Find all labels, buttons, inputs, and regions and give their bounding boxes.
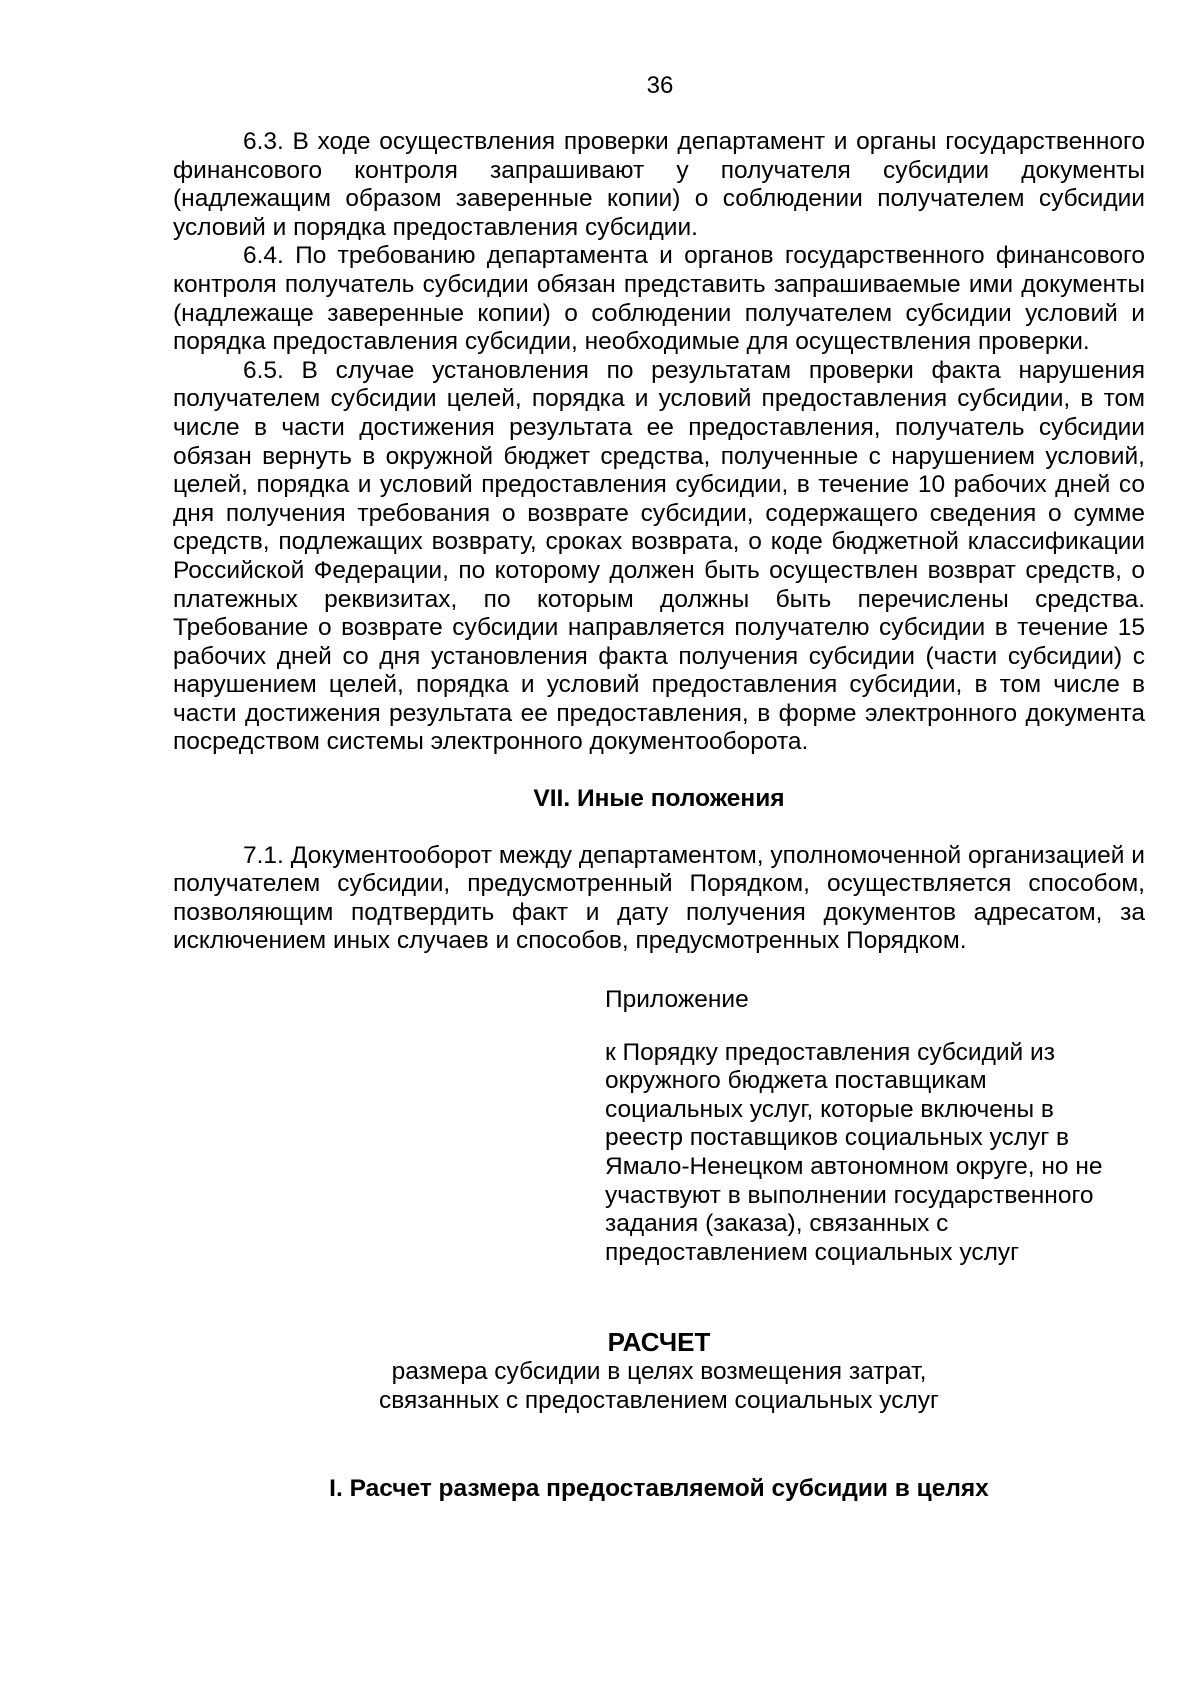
paragraph-7-1: 7.1. Документооборот между департаментом, уполномоченной организацией и получателем субсидии, предусмотренный Порядком, осуществляется способом, позволяющим подтвердить факт и дату получения документов адресатом, за исключением иных случаев и способов, предусмотренных Порядком.: [173, 841, 1145, 955]
paragraph-6-3: 6.3. В ходе осуществления проверки департамент и органы государственного финансового контроля запрашивают у получателя субсидии документы (надлежащим образом заверенные копии) о соблюдении получателем субсидии условий и порядка предоставления субсидии.: [173, 128, 1145, 241]
appendix-label: Приложение: [605, 986, 749, 1014]
section-7-title: VII. Иные положения: [533, 785, 785, 813]
document-body: [173, 128, 1145, 1504]
appendix-block: [605, 986, 1145, 1267]
section-1-heading: I. Расчет размера предоставляемой субсидии в целях: [329, 1475, 989, 1503]
calculation-subtitle: размера субсидии в целях возмещения затрат, связанных с предоставлением социальных услуг: [379, 1358, 939, 1415]
page-number: 36: [646, 72, 674, 99]
paragraph-6-5: 6.5. В случае установления по результатам проверки факта нарушения получателем субсидии целей, порядка и условий предоставления субсидии, в том числе в части достижения результата ее предоставления, получатель субсидии обязан вернуть в окружной бюджет средства, полученные с нарушением условий, целей, порядка и условий предоставления субсидии, в течение 10 рабочих дней со дня получения требования о возврате субсидии, содержащего сведения о сумме средств, подлежащих возврату, сроках возврата, о коде бюджетной классификации Российской Федерации, по которому должен быть осуществлен возврат средств, о платежных реквизитах, по которым должны быть перечислены средства. Требование о возврате субсидии направляется получателю субсидии в течение 15 рабочих дней со дня установления факта получения субсидии (части субсидии) с нарушением целей, порядка и условий предоставления субсидии, в том числе в части достижения результата ее предоставления, в форме электронного документа посредством системы электронного документооборота.: [173, 356, 1145, 756]
appendix-text: к Порядку предоставления субсидий из окружного бюджета поставщикам социальных услуг, которые включены в реестр поставщиков социальных услуг в Ямало-Ненецком автономном округе, но не участвуют в выполнении государственного задания (заказа), связанных с предоставлением социальных услуг: [605, 1038, 1103, 1266]
paragraph-6-4: 6.4. По требованию департамента и органов государственного финансового контроля получатель субсидии обязан представить запрашиваемые ими документы (надлежаще заверенные копии) о соблюдении получателем субсидии условий и порядка предоставления субсидии, необходимые для осуществления проверки.: [173, 242, 1145, 356]
calculation-title: РАСЧЕТ: [607, 1327, 711, 1358]
